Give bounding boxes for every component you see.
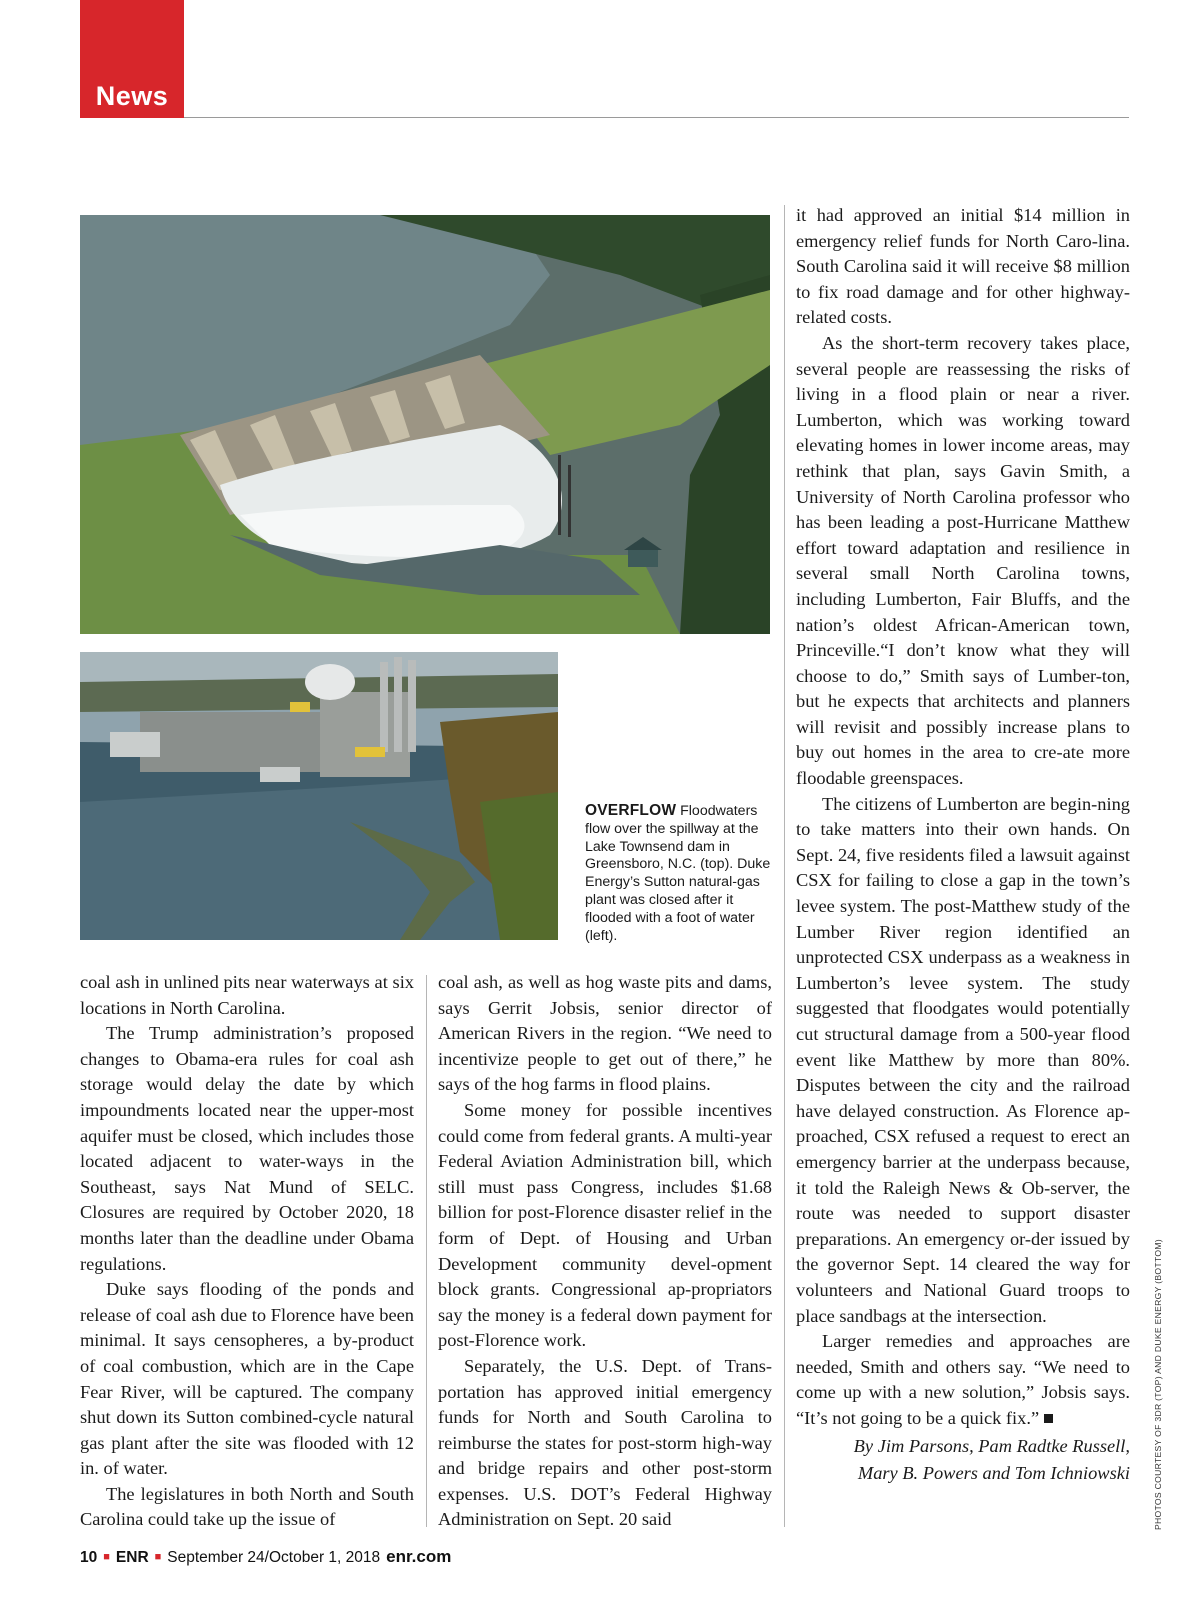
paragraph: coal ash in unlined pits near waterways at six locations in North Carolina.	[80, 972, 414, 1018]
photo-caption	[585, 802, 775, 945]
column-divider	[426, 975, 427, 1527]
header-rule	[184, 117, 1129, 118]
paragraph: Some money for possible incentives could come from federal grants. A multi-year Federal Aviation Administration bill, which still must pass Congress, includes $1.68 billion for post-Florence disaster relief in the form of Dept. of Housing and Urban Development community devel-opment block grants. Congressional ap-propriators say the money is a federal down payment for post-Florence work.	[438, 1099, 772, 1351]
caption-kicker: OVERFLOW	[585, 802, 677, 819]
paragraph: The citizens of Lumberton are begin-ning to take matters into their own hands. On Sept. 24, five residents filed a lawsuit against CSX for failing to close a gap in the town’s levee system. The post-Matthew study of the Lumber River region identified an unprotected CSX underpass as a weakness in Lumberton’s levee system. The study suggested that floodgates would potentially cut structural damage from a 500-year flood event like Matthew by more than 80%. Disputes between the city and the railroad have delayed construction. As Florence ap-proached, CSX refused a request to erect an emergency barrier at the underpass because, it told the Raleigh News & Ob-server, the route was needed to support disaster preparations. An emergency or-der issued by the governor Sept. 14 cleared the way for volunteers and National Guard troops to place sandbags at the intersection.	[796, 793, 1130, 1326]
paragraph: The Trump administration’s proposed changes to Obama-era rules for coal ash storage would delay the date by which impoundments located near the upper-most aquifer must be closed, which includes those located adjacent to water-ways in the Southeast, says Nat Mund of SELC. Closures are required by October 2020, 18 months later than the deadline under Obama regulations.	[80, 1023, 414, 1274]
section-tab	[80, 0, 184, 118]
article-column-1	[80, 970, 414, 1533]
paragraph-text: Larger remedies and approaches are needed, Smith and others say. “We need to come up with a new solution,” Jobsis says. “It’s not going to be a quick fix.”	[796, 1331, 1130, 1428]
paragraph: coal ash, as well as hog waste pits and dams, says Gerrit Jobsis, senior director of American Rivers in the region. “We need to incentivize people to get out of there,” he says of the hog farms in flood plains.	[438, 972, 772, 1095]
website-link[interactable]: enr.com	[386, 1547, 452, 1566]
paragraph-final	[796, 1329, 1130, 1431]
dam-spillway-photo	[80, 215, 770, 634]
photo-credit: PHOTOS COURTESY OF 3DR (TOP) AND DUKE ENERGY (BOTTOM)	[1153, 1239, 1163, 1530]
paragraph: Duke says flooding of the ponds and release of coal ash due to Florence have been minimal. It says censopheres, a by-product of coal combustion, which are in the Cape Fear River, will be captured. The company shut down its Sutton combined-cycle natural gas plant after the site was flooded with 12 in. of water.	[80, 1279, 414, 1479]
gas-plant-photo	[80, 652, 558, 940]
page-number: 10	[80, 1549, 98, 1566]
article-column-2	[438, 970, 772, 1533]
paragraph: The legislatures in both North and South Carolina could take up the issue of	[80, 1483, 414, 1530]
byline-line-1: By Jim Parsons, Pam Radtke Russell,	[853, 1435, 1130, 1456]
magazine-brand: ENR	[115, 1549, 149, 1566]
column-divider	[784, 205, 785, 1527]
page-footer	[80, 1547, 451, 1567]
separator-square-icon: ■	[154, 1551, 162, 1563]
separator-square-icon: ■	[103, 1551, 110, 1563]
paragraph: Separately, the U.S. Dept. of Trans-portation has approved initial emergency funds for North and South Carolina to reimburse the states for post-storm high-way and bridge repairs and other post-storm expenses. U.S. DOT’s Federal Highway Administration on Sept. 20 said	[438, 1355, 772, 1530]
paragraph: it had approved an initial $14 million in emergency relief funds for North Caro-lina. South Carolina said it will receive $8 million to fix road damage and for other highway-related costs.	[796, 205, 1130, 328]
paragraph: As the short-term recovery takes place, several people are reassessing the risks of living in a flood plain or near a river. Lumberton, which was working toward elevating homes in lower income areas, may rethink that plan, says Gavin Smith, a University of North Carolina professor who has been leading a post-Hurricane Matthew effort toward adaptation and resilience in several small North Carolina towns, including Lumberton, Fair Bluffs, and the nation’s oldest African-American town, Princeville.“I don’t know what they will choose to do,” Smith says of Lumber-ton, but he expects that architects and planners will revisit and possibly increase plans to buy out homes in the area to cre-ate more floodable greenspaces.	[796, 332, 1130, 789]
section-label: News	[95, 81, 169, 111]
article-column-3	[796, 203, 1130, 1487]
caption-text: Floodwaters flow over the spillway at the Lake Townsend dam in Greensboro, N.C. (top). Duke Energy’s Sutton natural-gas plant was closed after it flooded with a foot of water (left).	[585, 803, 771, 944]
end-mark-icon	[1044, 1414, 1053, 1423]
byline-line-2: Mary B. Powers and Tom Ichniowski	[857, 1463, 1130, 1484]
issue-date: September 24/October 1, 2018	[167, 1549, 381, 1566]
